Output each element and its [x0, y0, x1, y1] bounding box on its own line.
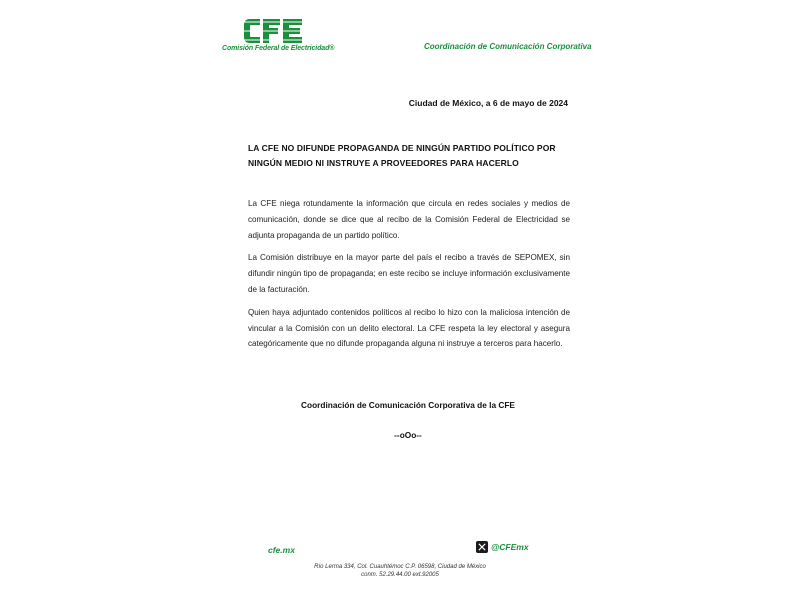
- closing-mark: --oOo--: [394, 430, 422, 440]
- paragraph-2: La Comisión distribuye en la mayor parte del país el recibo a través de SEPOMEX, sin difundir ningún tipo de propaganda; en este recibo se incluye información exclusivamente de la facturación.: [248, 253, 570, 294]
- footer-address: [0, 563, 800, 579]
- body-text: [248, 196, 570, 359]
- date-line: Ciudad de México, a 6 de mayo de 2024: [408, 98, 568, 108]
- social-handle: @CFEmx: [491, 542, 529, 552]
- footer-social[interactable]: [476, 541, 529, 553]
- paragraph-1: La CFE niega rotundamente la información que circula en redes sociales y medios de comunicación, donde se dice que al recibo de la Comisión Federal de Electricidad se adjunta propaganda de un partido político.: [248, 199, 570, 240]
- x-logo-icon: [476, 541, 488, 553]
- logo-subtitle: Comisión Federal de Electricidad®: [222, 45, 335, 52]
- address-line-1: Río Lerma 334, Col. Cuauhtémoc C.P. 06598, Ciudad de México: [314, 564, 486, 570]
- footer-website-link[interactable]: cfe.mx: [268, 545, 295, 555]
- paragraph-3: Quien haya adjuntado contenidos políticos al recibo lo hizo con la maliciosa intención de vincular a la Comisión con un delito electoral. La CFE respeta la ley electoral y asegura categóricamente que no difunde propaganda alguna ni instruye a terceros para hacerlo.: [248, 307, 570, 349]
- cfe-logo: [222, 17, 335, 57]
- signature: Coordinación de Comunicación Corporativa de la CFE: [301, 400, 515, 410]
- address-line-2: conm. 52.29.44.00 ext.92005: [361, 572, 439, 578]
- department-title: Coordinación de Comunicación Corporativa: [424, 42, 592, 51]
- headline: LA CFE NO DIFUNDE PROPAGANDA DE NINGÚN PARTIDO POLÍTICO POR NINGÚN MEDIO NI INSTRUYE A PROVEEDORES PARA HACERLO: [248, 143, 556, 168]
- cfe-logo-mark: [242, 17, 304, 45]
